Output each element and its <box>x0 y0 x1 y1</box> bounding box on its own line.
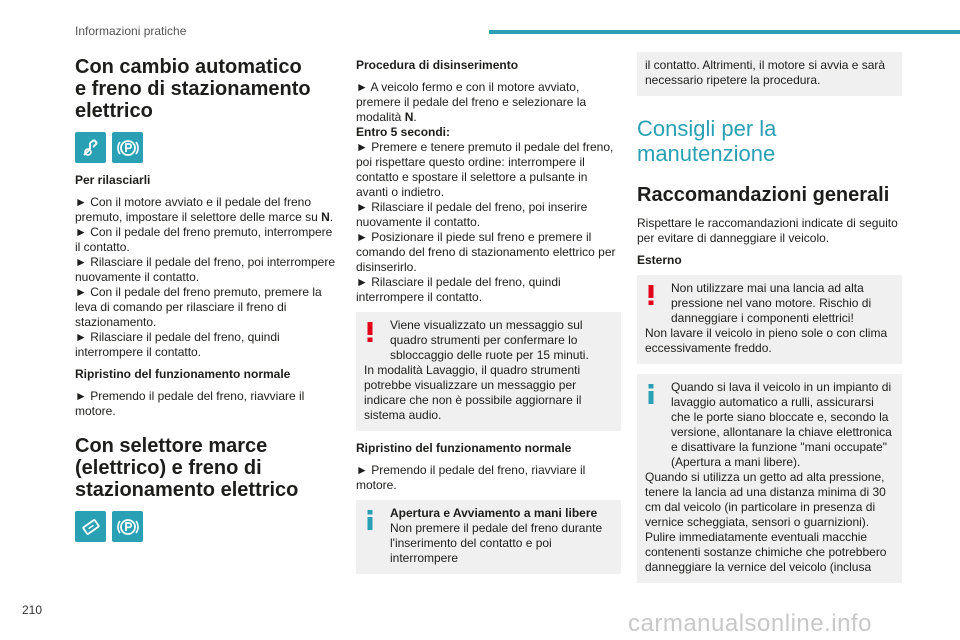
step-text: ► Posizionare il piede sul freno e premere il comando del freno di stazionamento elettrico per disinserirlo. <box>356 230 616 274</box>
title-line: manutenzione <box>637 141 776 166</box>
watermark: carmanualsonline.info <box>628 610 872 637</box>
punct: . <box>329 210 334 224</box>
parking-brake-icon <box>112 132 143 163</box>
step-text: ► Rilasciare il pedale del freno, poi inserire nuovamente il contatto. <box>356 200 588 229</box>
restore-text: ► Premendo il pedale del freno, riavviare il motore. <box>75 389 305 418</box>
info-icon <box>647 384 655 404</box>
warning-icon <box>647 285 655 305</box>
title-line: e freno di stazionamento <box>75 78 311 100</box>
title-line: Con cambio automatico <box>75 56 302 78</box>
warning-text-2: In modalità Lavaggio, il quadro strumenti potrebbe visualizzare un messaggio per indicare che non è possibile aggiornare il sistema audio. <box>364 363 582 422</box>
step-text: ► Rilasciare il pedale del freno, poi interrompere nuovamente il contatto. <box>75 255 336 284</box>
step-text: ► A veicolo fermo e con il motore avviato, premere il pedale del freno e selezionare la modalità <box>356 80 587 124</box>
info-note <box>637 374 902 583</box>
icon-row <box>75 132 340 163</box>
restore-heading: Ripristino del funzionamento normale <box>356 441 572 455</box>
section-title-maintenance <box>637 116 902 166</box>
warning-note <box>356 312 621 431</box>
info-icon <box>366 510 374 530</box>
header-accent-bar <box>489 30 960 34</box>
info-text: Non premere il pedale del freno durante l'inserimento del contatto e poi interrompere <box>390 521 603 565</box>
within-label: Entro 5 secondi: <box>356 125 451 139</box>
continued-text: il contatto. Altrimenti, il motore si avvia e sarà necessario ripetere la procedura. <box>645 58 886 87</box>
punct: . <box>413 110 417 124</box>
title-line: (elettrico) e freno di <box>75 457 262 479</box>
column-2 <box>356 58 621 584</box>
info-note-continued <box>637 52 902 96</box>
warning-text-2: Non lavare il veicolo in pieno sole o con clima eccessivamente freddo. <box>645 326 888 355</box>
column-1 <box>75 56 340 552</box>
info-text: Quando si lava il veicolo in un impianto di lavaggio automatico a rulli, assicurarsi che le porte siano bloccate e, secondo la versione, allontanare la chiave elettronica e disattivare la funzione "mani occupate" (Apertura a mani libere). <box>671 380 892 469</box>
gear-selector-icon <box>75 132 106 163</box>
mode-letter: N <box>321 210 330 224</box>
info-text-2: Quando si utilizza un getto ad alta pressione, tenere la lancia ad una distanza minima di 30 cm dal veicolo (in particolare in presenza di vernice scheggiata, sensori o guarnizioni). <box>645 470 886 529</box>
exterior-heading: Esterno <box>637 253 682 267</box>
section-title-automatic <box>75 56 340 122</box>
procedure-heading: Procedura di disinserimento <box>356 58 519 72</box>
header-section-title: Informazioni pratiche <box>75 24 187 38</box>
release-heading: Per rilasciarli <box>75 173 151 187</box>
restore-text: ► Premendo il pedale del freno, riavviare il motore. <box>356 463 586 492</box>
info-note <box>356 500 621 574</box>
step-text: ► Premere e tenere premuto il pedale del freno, poi rispettare questo ordine: interrompere il contatto e spostare il selettore a pulsante in avanti o indietro. <box>356 140 614 199</box>
warning-text: Viene visualizzato un messaggio sul quadro strumenti per confermare lo sbloccaggio delle ruote per 15 minuti. <box>390 318 589 362</box>
step-text: ► Rilasciare il pedale del freno, quindi interrompere il contatto. <box>75 330 280 359</box>
info-title: Apertura e Avviamento a mani libere <box>390 506 598 520</box>
section-title-electric-selector <box>75 435 340 501</box>
intro-text: Rispettare le raccomandazioni indicate di seguito per evitare di danneggiare il veicolo. <box>637 216 898 245</box>
warning-text: Non utilizzare mai una lancia ad alta pressione nel vano motore. Rischio di danneggiare i componenti elettrici! <box>671 281 872 325</box>
step-text: ► Con il motore avviato e il pedale del freno premuto, impostare il selettore delle marce su <box>75 195 322 224</box>
release-steps <box>75 195 340 360</box>
title-line: elettrico <box>75 100 153 122</box>
step-text: ► Rilasciare il pedale del freno, quindi interrompere il contatto. <box>356 275 561 304</box>
column-3 <box>637 52 902 593</box>
procedure-steps <box>356 80 621 305</box>
title-line: stazionamento elettrico <box>75 479 299 501</box>
step-text: ► Con il pedale del freno premuto, premere la leva di comando per rilasciare il freno di stazionamento. <box>75 285 322 329</box>
restore-heading: Ripristino del funzionamento normale <box>75 367 291 381</box>
warning-icon <box>366 322 374 342</box>
icon-row <box>75 511 340 542</box>
mode-letter: N <box>404 110 414 124</box>
title-line: Con selettore marce <box>75 435 268 457</box>
page-number: 210 <box>22 603 43 617</box>
electric-selector-icon <box>75 511 106 542</box>
warning-note <box>637 275 902 364</box>
title-line: Consigli per la <box>637 116 777 141</box>
step-text: ► Con il pedale del freno premuto, interrompere il contatto. <box>75 225 333 254</box>
info-text-3: Pulire immediatamente eventuali macchie contenenti sostanze chimiche che potrebbero danneggiare la vernice del veicolo (inclusa <box>645 530 887 574</box>
general-recommendations-heading: Raccomandazioni generali <box>637 184 890 206</box>
parking-brake-icon <box>112 511 143 542</box>
